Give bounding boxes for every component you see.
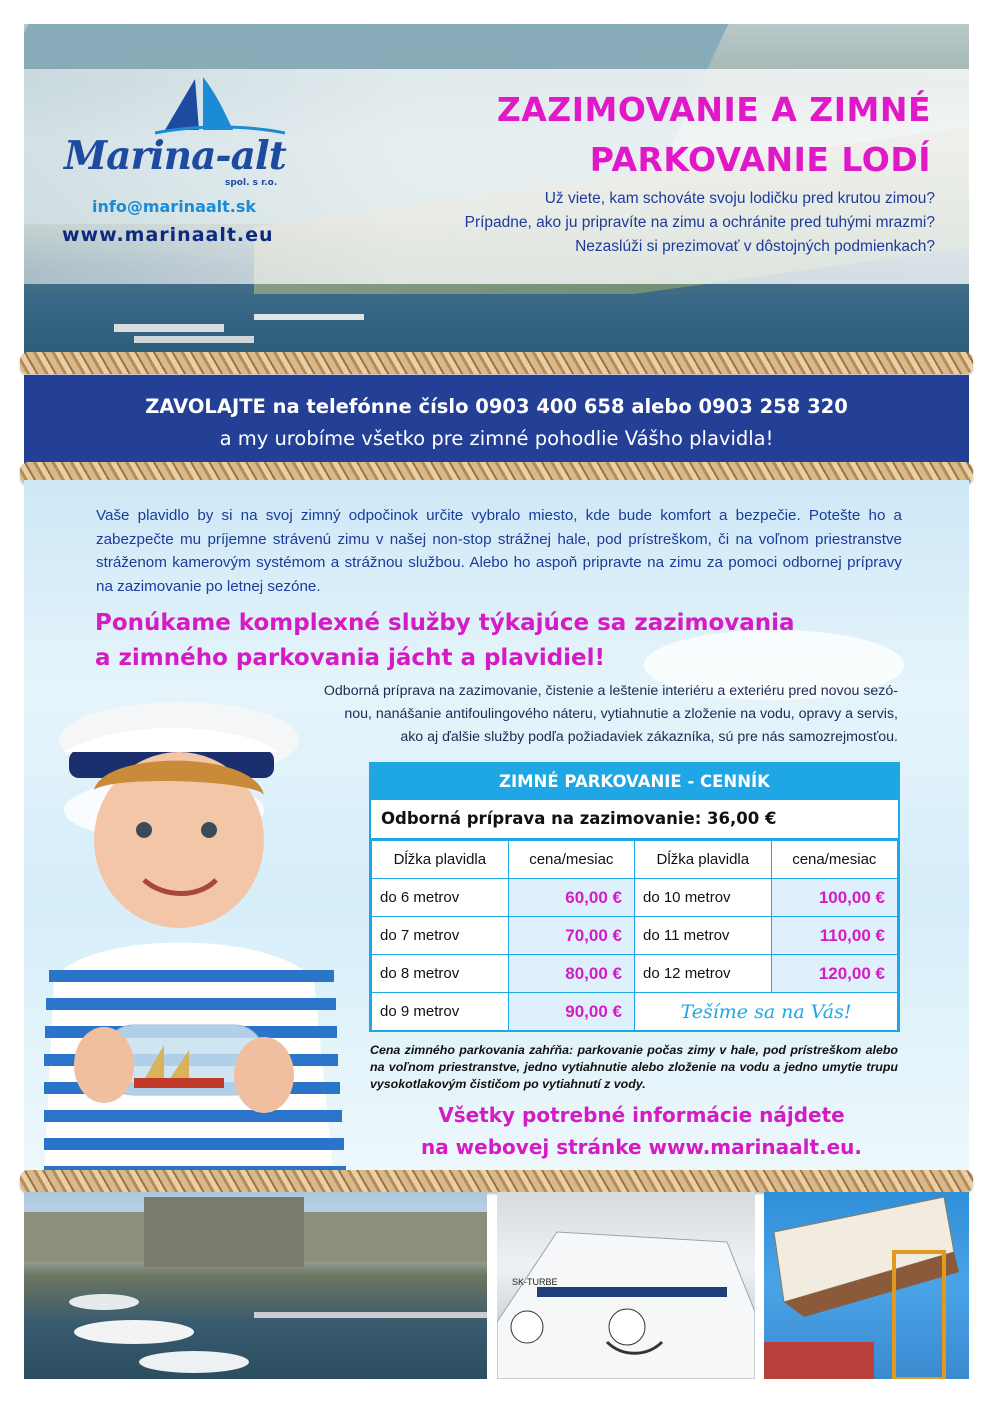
price-cell: 120,00 € <box>771 955 897 993</box>
length-cell: do 11 metrov <box>634 917 771 955</box>
price-table-title: ZIMNÉ PARKOVANIE - CENNÍK <box>371 764 898 800</box>
email-link[interactable]: info@marinaalt.sk <box>92 197 257 216</box>
table-row <box>372 993 898 1031</box>
length-cell: do 6 metrov <box>372 879 509 917</box>
price-cell: 90,00 € <box>508 993 634 1031</box>
rope-divider <box>20 352 973 374</box>
price-note: Cena zimného parkovania zahŕňa: parkovanie počas zimy v hale, pod prístreškom alebo na voľnom priestranstve, jedno vytiahnutie alebo zloženie na vodu a jedno umytie trupu vysokotlakovým čističom po vytiahnutí z vody. <box>370 1043 898 1091</box>
intro-line: Nezaslúži si prezimovať v dôstojných podmienkach? <box>575 238 935 255</box>
thanks-message: Tešíme sa na Vás! <box>634 993 897 1031</box>
rope-divider <box>20 1170 973 1192</box>
marina-photo <box>24 1192 487 1379</box>
col-header-price: cena/mesiac <box>771 841 897 879</box>
cta-line1: Všetky potrebné informácie nájdete <box>438 1103 845 1127</box>
price-cell: 60,00 € <box>508 879 634 917</box>
length-cell: do 7 metrov <box>372 917 509 955</box>
boat-registration: SK-TURBE <box>512 1277 558 1287</box>
prep-price: Odborná príprava na zazimovanie: 36,00 € <box>371 800 898 840</box>
intro-line: Prípadne, ako ju pripravíte na zimu a ochránite pred tuhými mrazmi? <box>464 214 935 231</box>
services-line: nou, nanášanie antifoulingového náteru, vytiahnutie a zloženie na vodu, opravy a servis, <box>344 706 898 722</box>
price-cell: 70,00 € <box>508 917 634 955</box>
col-header-length: Dĺžka plavidla <box>634 841 771 879</box>
intro-text <box>375 187 935 259</box>
sail-logo-icon <box>155 75 285 137</box>
brand-sub: spol. s r.o. <box>225 178 278 188</box>
services-line: Odborná príprava na zazimovanie, čistenie a leštenie interiéru a exteriéru pred novou sezó- <box>323 683 898 699</box>
boat-hall-photo <box>497 1192 755 1379</box>
call-banner <box>24 375 969 470</box>
page-title-line2: PARKOVANIE LODÍ <box>589 140 931 179</box>
services-line: ako aj ďalšie služby podľa požiadaviek zákazníka, sú pre nás samozrejmosťou. <box>400 729 898 745</box>
brand-logo: Marina-alt <box>64 133 286 179</box>
cta-line2[interactable]: na webovej stránke www.marinaalt.eu. <box>420 1135 862 1159</box>
table-row <box>372 879 898 917</box>
banner-tagline: a my urobíme všetko pre zimné pohodlie Vášho plavidla! <box>219 427 774 450</box>
table-row <box>372 917 898 955</box>
page-title-line1: ZAZIMOVANIE A ZIMNÉ <box>496 90 931 129</box>
crane-lift-photo <box>764 1192 969 1379</box>
length-cell: do 10 metrov <box>634 879 771 917</box>
col-header-price: cena/mesiac <box>508 841 634 879</box>
banner-phone-line: ZAVOLAJTE na telefónne číslo 0903 400 658 alebo 0903 258 320 <box>145 395 848 418</box>
intro-paragraph: Vaše plavidlo by si na svoj zimný odpočinok určite vybralo miesto, kde bude komfort a bezpečie. Potešte ho a zabezpečte mu príjemne strávenú zimu v našej non-stop strážnej hale, pod prístreškom, či na voľnom priestranstve stráženom kamerovým systémom a strážnou službou. Alebo ho aspoň pripravte na zimu za pomoci odbornej prípravy na zazimovanie po letnej sezóne. <box>96 507 902 595</box>
price-cell: 110,00 € <box>771 917 897 955</box>
length-cell: do 12 metrov <box>634 955 771 993</box>
col-header-length: Dĺžka plavidla <box>372 841 509 879</box>
price-cell: 100,00 € <box>771 879 897 917</box>
price-cell: 80,00 € <box>508 955 634 993</box>
offer-heading-line2: a zimného parkovania jácht a plavidiel! <box>95 645 606 671</box>
offer-heading-line1: Ponúkame komplexné služby týkajúce sa zazimovania <box>95 610 795 636</box>
price-table <box>369 762 900 1032</box>
table-row <box>372 955 898 993</box>
length-cell: do 8 metrov <box>372 955 509 993</box>
intro-line: Už viete, kam schováte svoju lodičku pred krutou zimou? <box>544 190 935 207</box>
length-cell: do 9 metrov <box>372 993 509 1031</box>
website-link[interactable]: www.marinaalt.eu <box>62 224 274 246</box>
